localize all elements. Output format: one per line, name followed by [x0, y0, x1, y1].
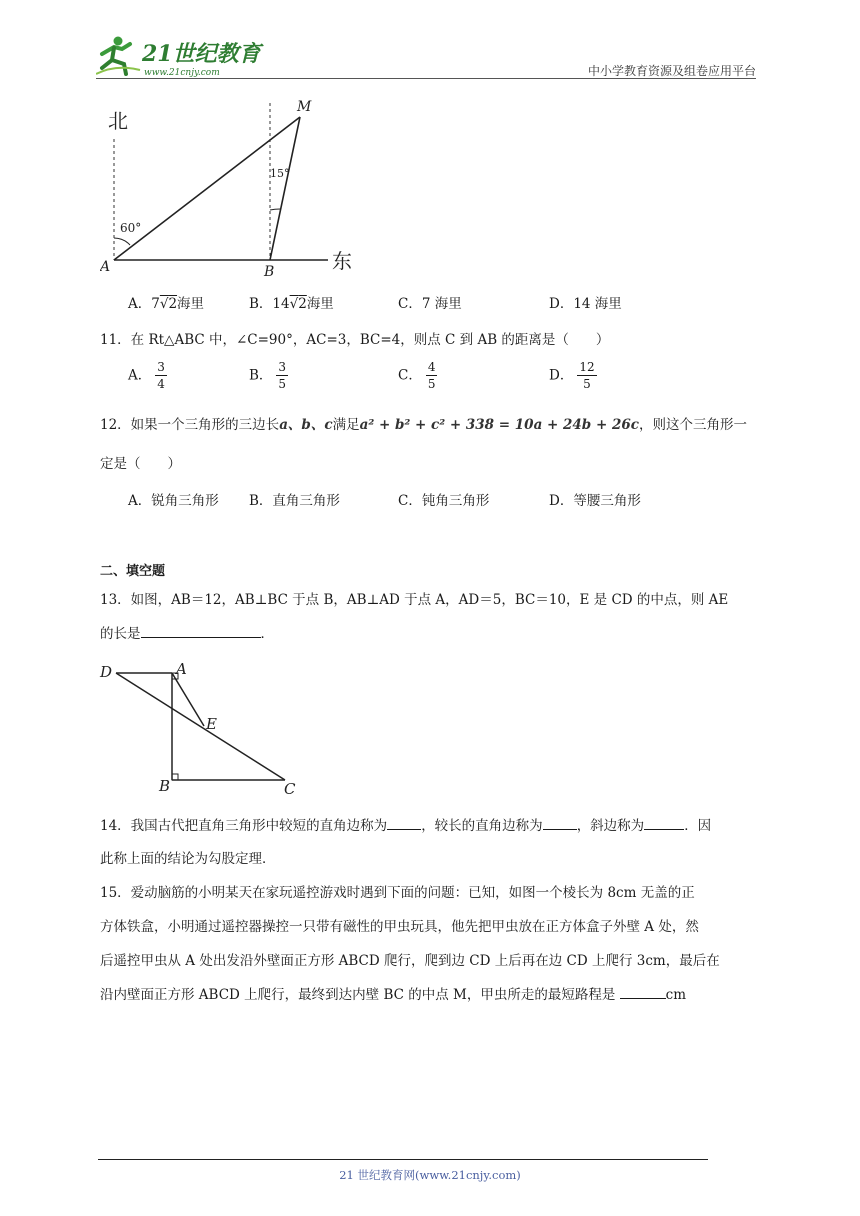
- east-label: 东: [332, 249, 352, 273]
- q10-option-b: B．14√2海里: [249, 296, 334, 312]
- q12-line2: 定是（ ）: [100, 456, 181, 472]
- q11-text: 11．在 Rt△ABC 中，∠C=90°，AC=3，BC=4，则点 C 到 AB 的距离是（ ）: [100, 332, 610, 348]
- angle-a-arc: [114, 238, 130, 245]
- q12-option-c: C．钝角三角形: [398, 493, 490, 509]
- q12-line1: 12．如果一个三角形的三边长a、b、c满足a² + b² + c² + 338 = 10a + 24b + 26c，则这个三角形一: [100, 417, 747, 433]
- q11-option-b: B． $\frac{3}{5}$: [249, 360, 287, 391]
- q11-option-a: A． $\frac{3}{4}$: [128, 360, 165, 391]
- point-m-label: M: [297, 99, 312, 115]
- q15-answer-blank: [620, 998, 666, 999]
- header-divider: [96, 78, 756, 79]
- q15-line1: 15．爱动脑筋的小明某天在家玩遥控游戏时遇到下面的问题：已知，如图一个棱长为 8cm 无盖的正: [100, 885, 695, 901]
- point-d-label: D: [100, 663, 113, 681]
- q10-option-d: D．14 海里: [549, 296, 622, 312]
- q13-line2: 的长是 ．: [100, 626, 274, 642]
- q13-figure: [98, 660, 308, 800]
- q14-line1: 14．我国古代把直角三角形中较短的直角边称为 ，较长的直角边称为 ，斜边称为 ．因: [100, 818, 712, 834]
- q14-blank-2: [543, 829, 577, 830]
- point-e-label: E: [206, 715, 217, 733]
- point-a-label-13: A: [176, 660, 187, 678]
- q11-option-d: D． $\frac{12}{5}$: [549, 360, 595, 391]
- q14-blank-1: [387, 829, 421, 830]
- q12-equation: a² + b² + c² + 338 = 10a + 24b + 26c: [359, 417, 639, 433]
- footer-link[interactable]: 21 世纪教育网(www.21cnjy.com): [339, 1168, 521, 1182]
- angle-a-label: 60°: [120, 221, 142, 235]
- q10-option-a: A．7√2海里: [128, 296, 205, 312]
- section-title: 二、填空题: [100, 564, 166, 579]
- q12-option-a: A．锐角三角形: [128, 493, 219, 509]
- runner-icon: [96, 37, 140, 75]
- q10-figure: [100, 95, 370, 280]
- segment-dc: [116, 673, 285, 780]
- q13-answer-blank: [141, 637, 261, 638]
- segment-bm: [270, 117, 300, 260]
- north-label: 北: [108, 109, 128, 133]
- q12-option-b: B．直角三角形: [249, 493, 340, 509]
- q13-line1: 13．如图，AB＝12，AB⊥BC 于点 B，AB⊥AD 于点 A，AD＝5，BC＝10，E 是 CD 的中点，则 AE: [100, 592, 729, 608]
- q12-vars: a、b、c: [279, 417, 333, 433]
- q14-blank-3: [644, 829, 684, 830]
- point-c-label: C: [284, 780, 296, 798]
- angle-b-arc: [270, 209, 280, 210]
- point-b-label-13: B: [159, 777, 171, 795]
- platform-name: 中小学教育资源及组卷应用平台: [587, 64, 756, 78]
- angle-b-label: 15°: [270, 167, 290, 180]
- q14-line2: 此称上面的结论为勾股定理．: [100, 851, 276, 867]
- right-angle-b: [172, 774, 178, 780]
- q11-option-c: C． $\frac{4}{5}$: [398, 360, 436, 391]
- site-logo: [96, 34, 266, 80]
- segment-am: [114, 117, 300, 260]
- q15-line4: 沿内壁面正方形 ABCD 上爬行，最终到达内壁 BC 的中点 M，甲虫所走的最短路程是 cm: [100, 987, 687, 1003]
- q15-line2: 方体铁盒，小明通过遥控器操控一只带有磁性的甲虫玩具，他先把甲虫放在正方体盒子外壁 A 处，然: [100, 919, 699, 935]
- q12-option-d: D．等腰三角形: [549, 493, 641, 509]
- logo-text: 21世纪教育: [142, 41, 261, 67]
- q15-line3: 后遥控甲虫从 A 处出发沿外壁面正方形 ABCD 爬行，爬到边 CD 上后再在边 CD 上爬行 3cm，最后在: [100, 953, 720, 969]
- q10-option-c: C．7 海里: [398, 296, 462, 312]
- point-b-label: B: [264, 264, 275, 280]
- footer-divider: [98, 1159, 708, 1160]
- point-a-label: A: [100, 259, 111, 275]
- logo-url: www.21cnjy.com: [144, 68, 220, 78]
